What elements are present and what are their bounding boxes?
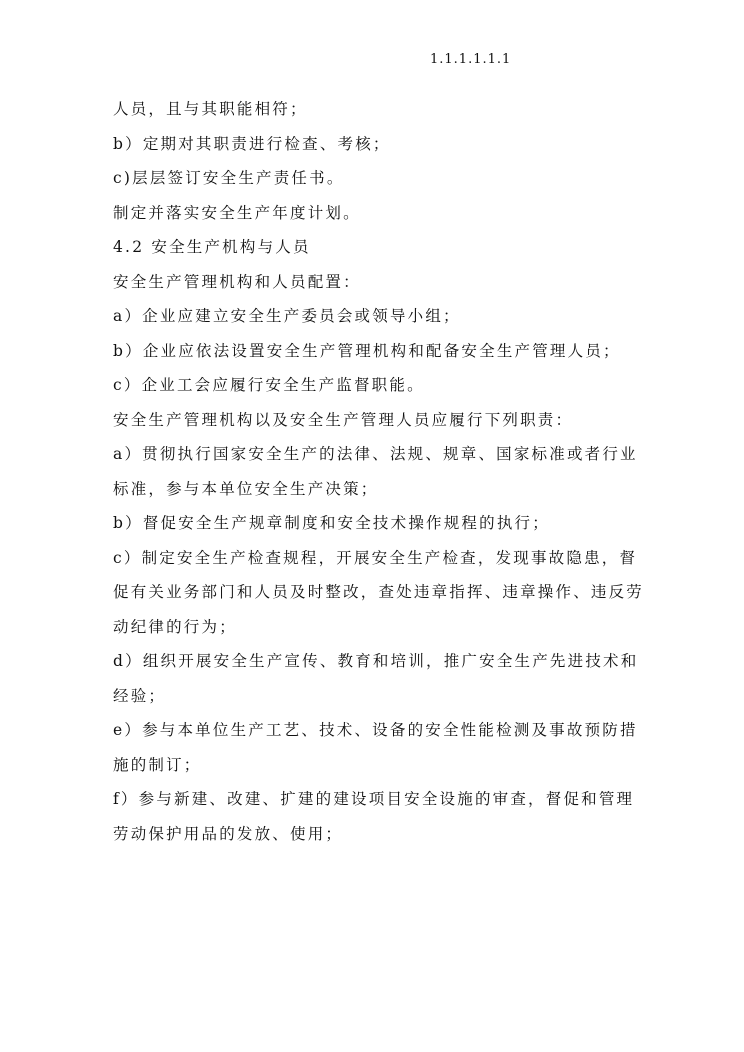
text-line: 安全生产管理机构和人员配置： — [113, 272, 361, 291]
text-line: c）制定安全生产检查规程，开展安全生产检查，发现事故隐患，督 — [113, 548, 638, 567]
document-body — [113, 92, 643, 851]
text-line: a）贯彻执行国家安全生产的法律、法规、规章、国家标准或者行业 — [113, 445, 638, 463]
text-line: c）企业工会应履行安全生产监督职能。 — [113, 376, 425, 394]
text-line: 制定并落实安全生产年度计划。 — [113, 203, 361, 222]
text-line: b）定期对其职责进行检查、考核； — [113, 134, 391, 153]
text-line: 动纪律的行为； — [113, 617, 237, 636]
text-line: c)层层签订安全生产责任书。 — [113, 169, 345, 187]
text-line: f）参与新建、改建、扩建的建设项目安全设施的审查，督促和管理 — [113, 790, 635, 808]
text-line: 标准，参与本单位安全生产决策； — [113, 479, 379, 498]
text-line: e）参与本单位生产工艺、技术、设备的安全性能检测及事故预防措 — [113, 721, 638, 739]
text-line: b）企业应依法设置安全生产管理机构和配备安全生产管理人员； — [113, 341, 621, 360]
text-line: a）企业应建立安全生产委员会或领导小组； — [113, 307, 461, 325]
text-line: 安全生产管理机构以及安全生产管理人员应履行下列职责： — [113, 410, 574, 429]
text-line: 人员，且与其职能相符； — [113, 100, 308, 118]
text-line: 劳动保护用品的发放、使用； — [113, 824, 344, 843]
text-line: 促有关业务部门和人员及时整改，查处违章指挥、违章操作、违反劳 — [113, 583, 645, 601]
text-line: 经验； — [113, 686, 167, 705]
text-line: d）组织开展安全生产宣传、教育和培训，推广安全生产先进技术和 — [113, 652, 639, 670]
section-number: 1.1.1.1.1.1 — [430, 52, 512, 67]
text-line: 施的制订； — [113, 755, 202, 774]
section-heading: 4.2 安全生产机构与人员 — [113, 238, 311, 256]
text-line: b）督促安全生产规章制度和安全技术操作规程的执行； — [113, 514, 550, 532]
